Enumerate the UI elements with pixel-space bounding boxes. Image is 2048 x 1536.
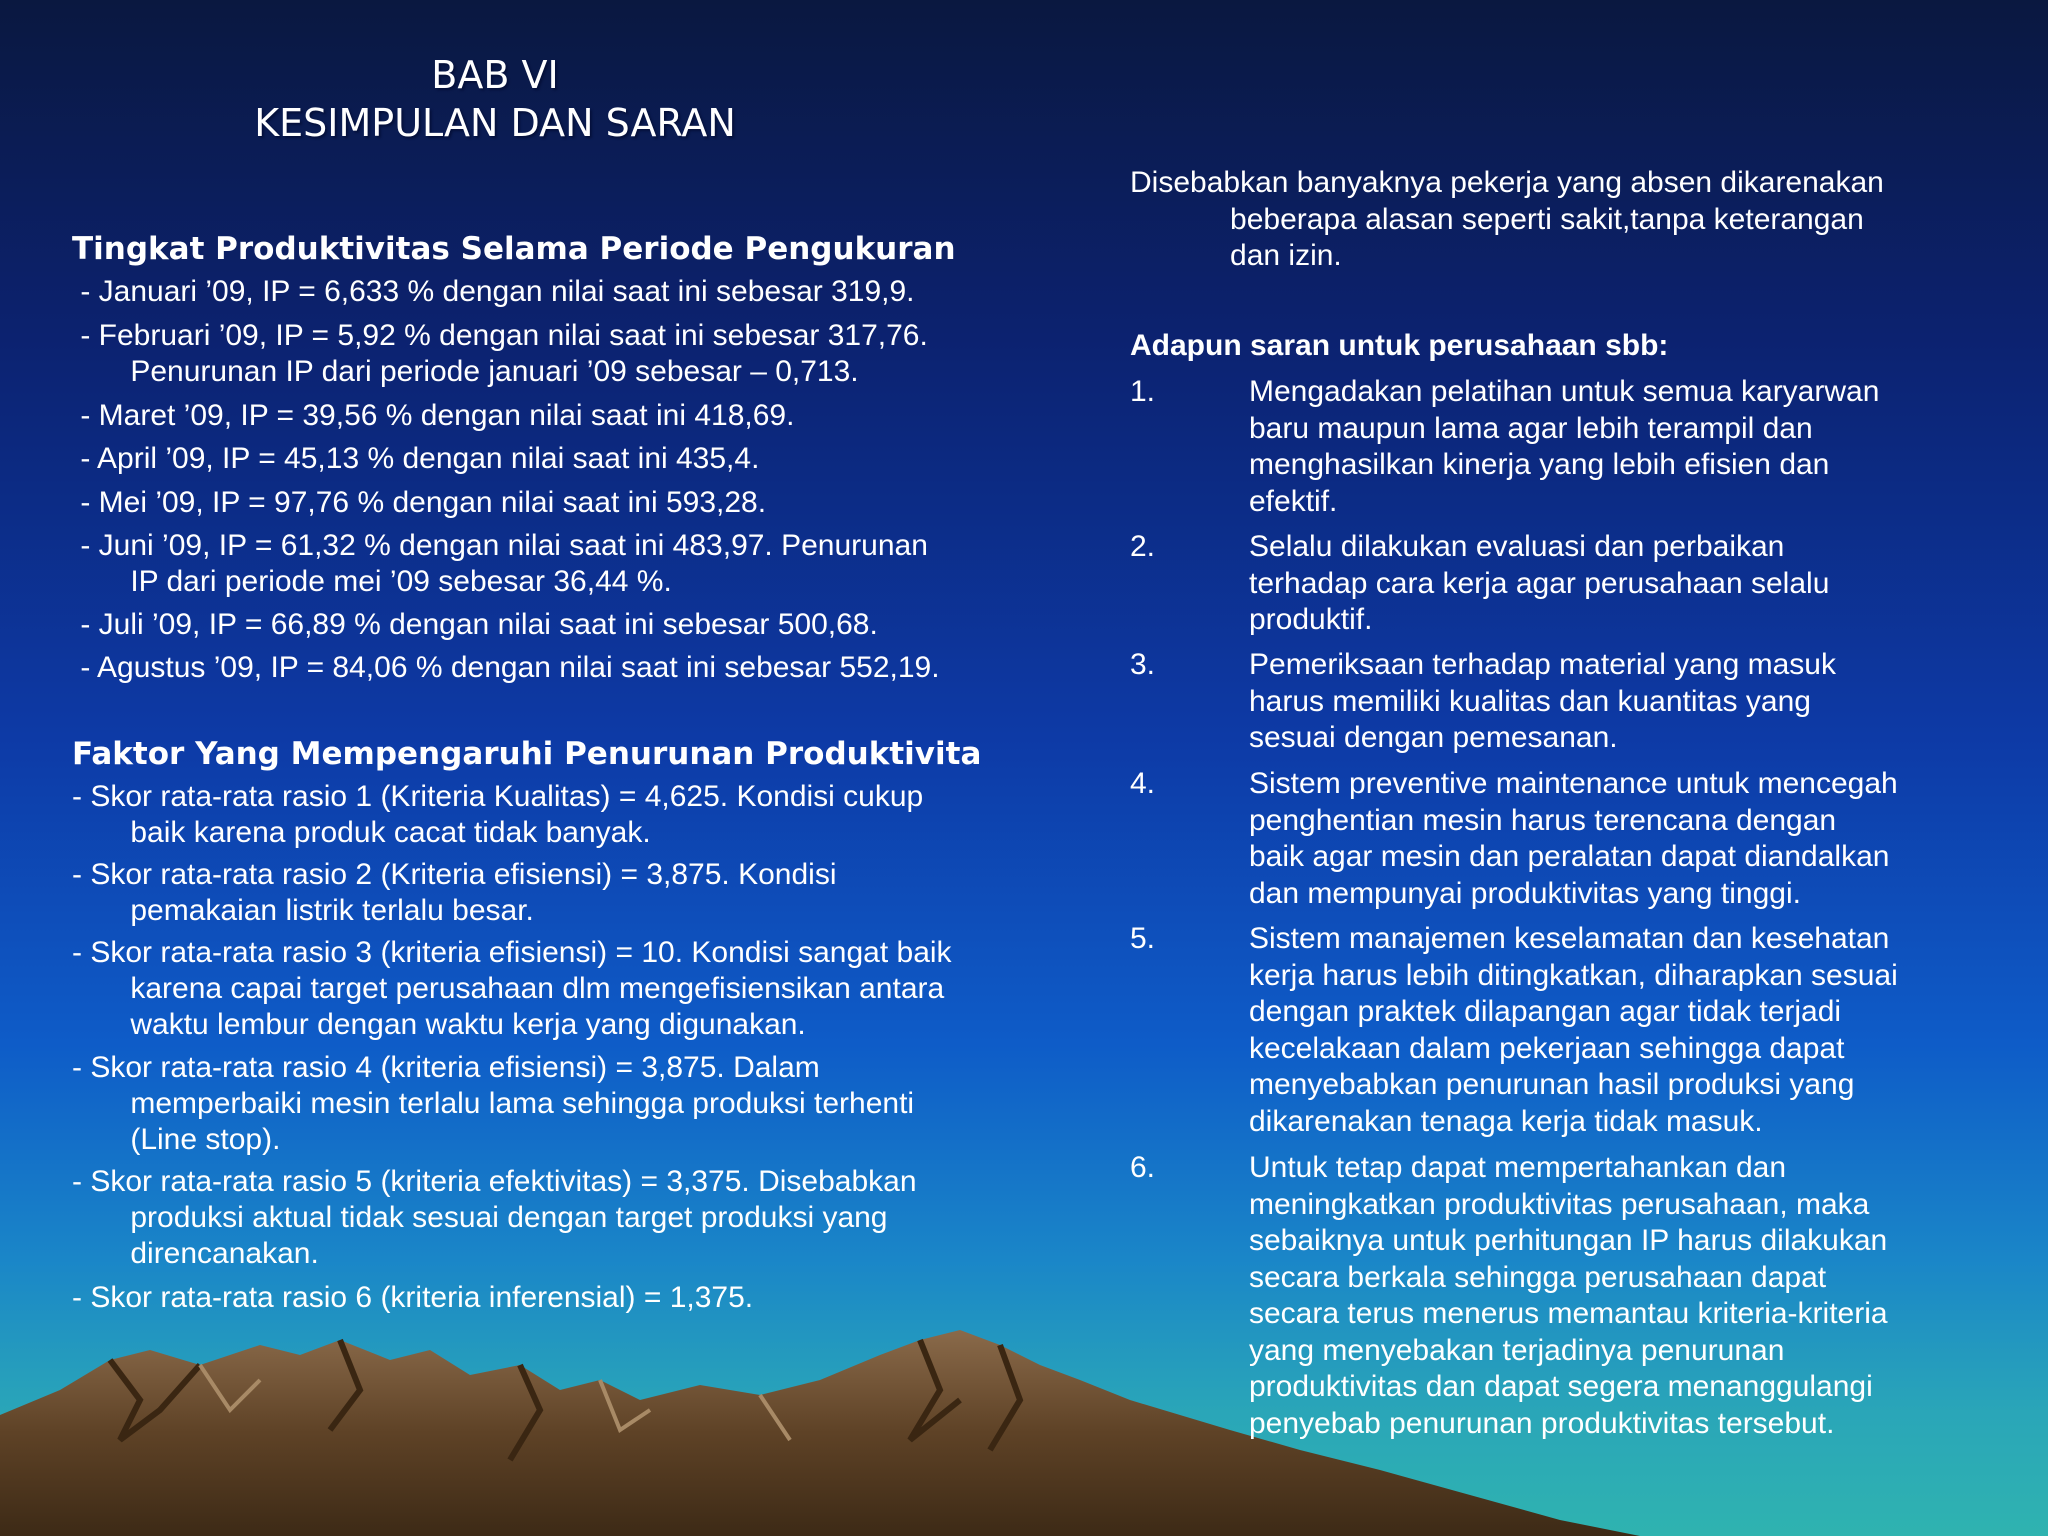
list-number: 1. [1130,375,1156,408]
list-item: Pemeriksaan terhadap material yang masuk harus memiliki kualitas dan kuantitas yang sesuai dengan pemesanan. [1249,648,1836,754]
saran-heading: Adapun saran untuk perusahaan sbb: [1130,329,1669,362]
slide-title-line2: KESIMPULAN DAN SARAN [254,101,736,145]
list-item: - Maret ’09, IP = 39,56 % dengan nilai saat ini 418,69. [72,399,795,432]
intro-paragraph: Disebabkan banyaknya pekerja yang absen dikarenakan beberapa alasan seperti sakit,tanpa keterangan dan izin. [1130,166,1884,272]
list-item: Selalu dilakukan evaluasi dan perbaikan terhadap cara kerja agar perusahaan selalu produktif. [1249,530,1830,636]
list-item: Sistem manajemen keselamatan dan kesehatan kerja harus lebih ditingkatkan, diharapkan sesuai dengan praktek dilapangan agar tidak terjadi kecelakaan dalam pekerjaan sehingga dapat menyebabkan penurunan hasil produksi yang dikarenakan tenaga kerja tidak masuk. [1249,922,1898,1138]
list-item: - Skor rata-rata rasio 1 (Kriteria Kualitas) = 4,625. Kondisi cukup baik karena produk cacat tidak banyak. [72,780,924,849]
section-heading-productivity: Tingkat Produktivitas Selama Periode Pengukuran [72,231,956,267]
section-heading-factors: Faktor Yang Mempengaruhi Penurunan Produktivita [72,736,982,772]
slide-title-line1: BAB VI [431,53,559,97]
list-number: 4. [1130,767,1156,800]
list-item: - Skor rata-rata rasio 2 (Kriteria efisiensi) = 3,875. Kondisi pemakaian listrik terlalu besar. [72,858,837,927]
list-item: - Mei ’09, IP = 97,76 % dengan nilai saat ini 593,28. [72,486,767,519]
list-item: - Skor rata-rata rasio 4 (kriteria efisiensi) = 3,875. Dalam memperbaiki mesin terlalu lama sehingga produksi terhenti (Line stop). [72,1051,915,1156]
list-item: - Juli ’09, IP = 66,89 % dengan nilai saat ini sebesar 500,68. [72,608,878,641]
list-number: 2. [1130,530,1156,563]
list-item: - Skor rata-rata rasio 6 (kriteria inferensial) = 1,375. [72,1281,754,1314]
list-item: - Agustus ’09, IP = 84,06 % dengan nilai saat ini sebesar 552,19. [72,651,940,684]
list-item: - April ’09, IP = 45,13 % dengan nilai saat ini 435,4. [72,442,760,475]
list-item: - Skor rata-rata rasio 3 (kriteria efisiensi) = 10. Kondisi sangat baik karena capai target perusahaan dlm mengefisiensikan antara waktu lembur dengan waktu kerja yang digunakan. [72,936,952,1041]
list-item: - Juni ’09, IP = 61,32 % dengan nilai saat ini 483,97. Penurunan IP dari periode mei ’09 sebesar 36,44 %. [80,529,928,598]
list-item: - Januari ’09, IP = 6,633 % dengan nilai saat ini sebesar 319,9. [72,275,915,308]
list-item: Sistem preventive maintenance untuk mencegah penghentian mesin harus terencana dengan baik agar mesin dan peralatan dapat diandalkan dan mempunyai produktivitas yang tinggi. [1249,767,1898,910]
list-number: 6. [1130,1151,1156,1184]
list-item: - Skor rata-rata rasio 5 (kriteria efektivitas) = 3,375. Disebabkan produksi aktual tidak sesuai dengan target produksi yang direncanakan. [72,1165,917,1270]
list-number: 3. [1130,648,1156,681]
list-item: - Februari ’09, IP = 5,92 % dengan nilai saat ini sebesar 317,76. Penurunan IP dari periode januari ’09 sebesar – 0,713. [80,319,928,388]
list-number: 5. [1130,922,1156,955]
list-item: Untuk tetap dapat mempertahankan dan meningkatkan produktivitas perusahaan, maka sebaiknya untuk perhitungan IP harus dilakukan secara berkala sehingga perusahaan dapat secara terus menerus memantau kriteria-kriteria yang menyebakan terjadinya penurunan produktivitas dan dapat segera menanggulangi penyebab penurunan produktivitas tersebut. [1249,1151,1888,1440]
list-item: Mengadakan pelatihan untuk semua karyarwan baru maupun lama agar lebih terampil dan menghasilkan kinerja yang lebih efisien dan efektif. [1249,375,1880,518]
